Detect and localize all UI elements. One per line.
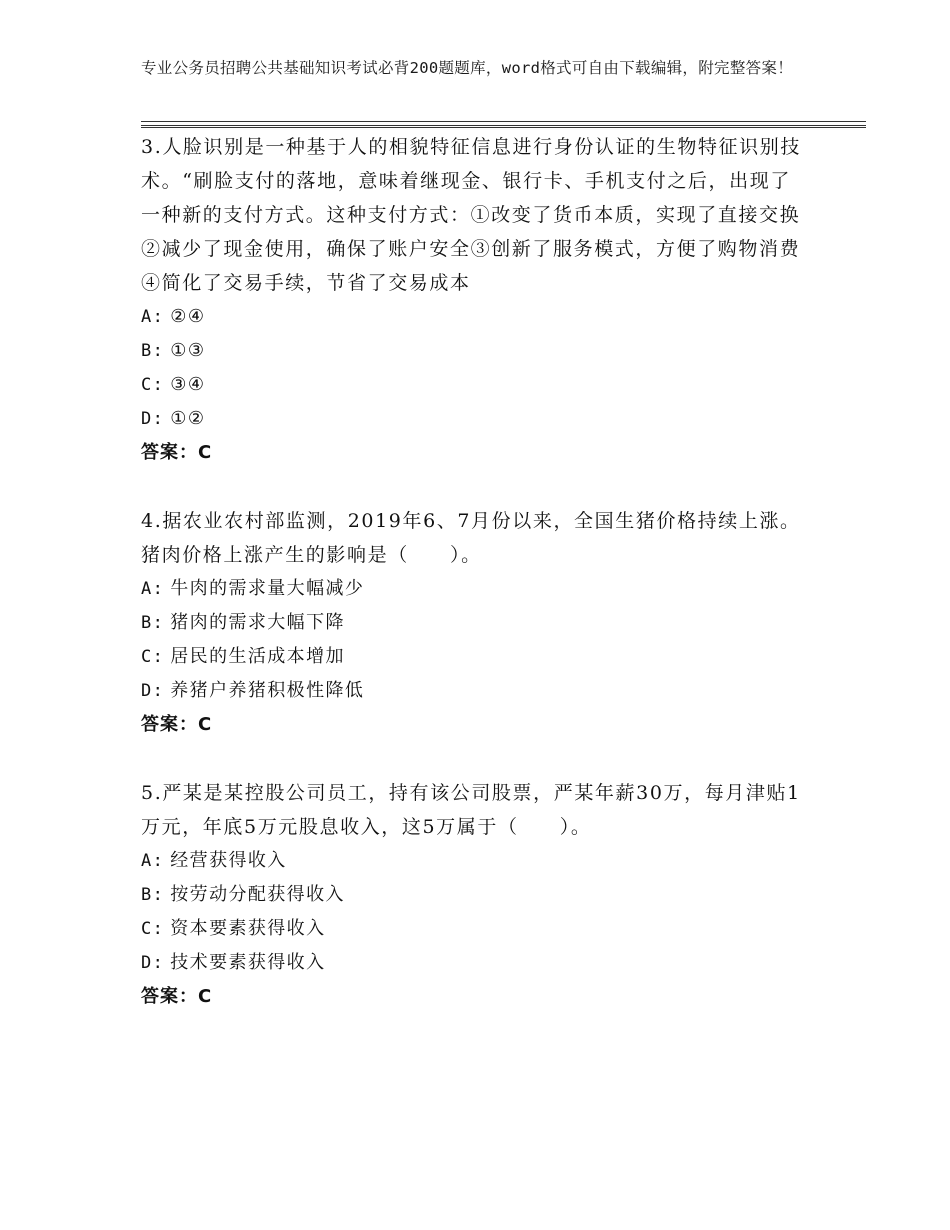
option-d: [141, 946, 801, 980]
answer-line: 答案：C: [141, 714, 213, 735]
question-stem: 4.据农业农村部监测，2019年6、7月份以来，全国生猪价格持续上涨。猪肉价格上涨产生的影响是（ ）。: [141, 510, 801, 566]
option-text: ③④: [170, 374, 206, 395]
question-stem: 5.严某是某控股公司员工，持有该公司股票，严某年薪30万，每月津贴1万元，年底5万元股息收入，这5万属于（ ）。: [141, 782, 801, 838]
answer-line: 答案：C: [141, 442, 213, 463]
option-letter: C:: [141, 647, 165, 667]
question-item: [141, 504, 801, 742]
question-list: [141, 130, 801, 1014]
option-letter: C:: [141, 919, 165, 939]
option-text: 猪肉的需求大幅下降: [170, 612, 345, 633]
option-letter: D:: [141, 409, 165, 429]
option-d: [141, 674, 801, 708]
question-item: [141, 776, 801, 1014]
option-text: 按劳动分配获得收入: [170, 884, 345, 905]
option-text: 居民的生活成本增加: [170, 646, 345, 667]
option-text: 养猪户养猪积极性降低: [170, 680, 365, 701]
option-text: 技术要素获得收入: [170, 952, 326, 973]
header-divider-line: [141, 121, 866, 122]
option-d: [141, 402, 801, 436]
option-c: [141, 912, 801, 946]
option-letter: D:: [141, 681, 165, 701]
option-text: ②④: [170, 306, 206, 327]
header-divider-line: [141, 127, 866, 128]
option-letter: A:: [141, 579, 165, 599]
option-b: [141, 334, 801, 368]
spacer: [141, 470, 801, 504]
option-letter: B:: [141, 613, 165, 633]
option-letter: A:: [141, 851, 165, 871]
option-c: [141, 640, 801, 674]
option-a: [141, 300, 801, 334]
option-b: [141, 606, 801, 640]
option-c: [141, 368, 801, 402]
option-letter: D:: [141, 953, 165, 973]
option-letter: C:: [141, 375, 165, 395]
answer-line: 答案：C: [141, 986, 213, 1007]
option-text: ①③: [170, 340, 206, 361]
option-letter: B:: [141, 341, 165, 361]
option-text: 资本要素获得收入: [170, 918, 326, 939]
option-text: 经营获得收入: [170, 850, 287, 871]
option-letter: B:: [141, 885, 165, 905]
spacer: [141, 742, 801, 776]
option-text: 牛肉的需求量大幅减少: [170, 578, 365, 599]
option-b: [141, 878, 801, 912]
option-letter: A:: [141, 307, 165, 327]
option-a: [141, 844, 801, 878]
option-text: ①②: [170, 408, 206, 429]
question-item: [141, 130, 801, 470]
document-header: 专业公务员招聘公共基础知识考试必背200题题库，word格式可自由下载编辑，附完整答案！: [141, 59, 794, 77]
option-a: [141, 572, 801, 606]
header-divider-line: [141, 125, 866, 126]
question-stem: 3.人脸识别是一种基于人的相貌特征信息进行身份认证的生物特征识别技术。“刷脸支付的落地，意味着继现金、银行卡、手机支付之后，出现了一种新的支付方式。这种支付方式：①改变了货币本质，实现了直接交换②减少了现金使用，确保了账户安全③创新了服务模式，方便了购物消费④简化了交易手续，节省了交易成本: [141, 136, 801, 294]
